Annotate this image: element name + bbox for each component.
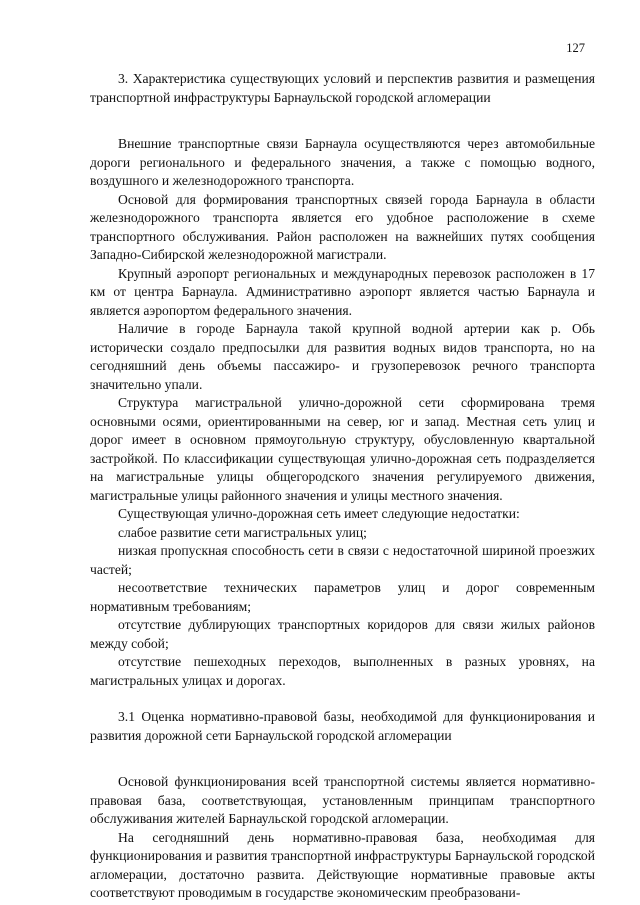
paragraph: Основой функционирования всей транспортной системы является нормативно-правовая база, соответствующая, установленным принципам транспортного обслуживания жителей Барнаульской городской агломерации. <box>90 774 595 826</box>
page-number: 127 <box>566 41 585 55</box>
paragraph: Наличие в городе Барнаула такой крупной водной артерии как р. Обь исторически создало предпосылки для развития водных видов транспорта, но на сегодняшний день объемы пассажиро- и грузоперевозок речного транспорта значительно упали. <box>90 321 595 392</box>
spacer <box>90 107 595 135</box>
document-body <box>90 70 595 903</box>
paragraph: Основой для формирования транспортных связей города Барнаула в области железнодорожного транспорта является его удобное расположение в схеме транспортного обслуживания. Район расположен на важнейших путях сообщения Западно-Сибирской железнодорожной магистрали. <box>90 191 595 262</box>
section-heading-3-1: 3.1 Оценка нормативно-правовой базы, необходимой для функционирования и развития дорожной сети Барнаульской городской агломерации <box>90 709 595 743</box>
paragraph: На сегодняшний день нормативно-правовая база, необходимая для функционирования и развития транспортной инфраструктуры Барнаульской городской агломерации, достаточно развита. Действующие нормативные правовые акты соответствуют проводимым в государстве экономическим преобразовани- <box>90 829 595 900</box>
paragraph: Крупный аэропорт региональных и международных перевозок расположен в 17 км от центра Барнаула. Административно аэропорт является частью Барнаула и является аэропортом федерального значения. <box>90 265 595 318</box>
paragraph: Структура магистральной улично-дорожной сети сформирована тремя основными осями, ориентированными на север, юг и запад. Местная сеть улиц и дорог имеет в основном прямоугольную структуру, обусловленную квартальной застройкой. По классификации существующая улично-дорожная сеть подразделяется на магистральные улицы общегородского значения регулируемого движения, магистральные улицы районного значения и улицы местного значения. <box>90 395 595 503</box>
list-item: несоответствие технических параметров улиц и дорог современным нормативным требованиям; <box>90 580 595 614</box>
section-heading-3: 3. Характеристика существующих условий и перспектив развития и размещения транспортной инфраструктуры Барнаульской городской агломерации <box>90 71 595 105</box>
list-item: отсутствие дублирующих транспортных коридоров для связи жилых районов между собой; <box>90 617 595 651</box>
list-item: отсутствие пешеходных переходов, выполненных в разных уровнях, на магистральных улицах и дорогах. <box>90 654 595 688</box>
paragraph: Существующая улично-дорожная сеть имеет следующие недостатки: <box>118 506 520 521</box>
list-item: низкая пропускная способность сети в связи с недостаточной шириной проезжих частей; <box>90 543 595 577</box>
spacer <box>90 745 595 773</box>
paragraph: Внешние транспортные связи Барнаула осуществляются через автомобильные дороги регионального и федерального значения, а также с помощью водного, воздушного и железнодорожного транспорта. <box>90 136 595 188</box>
spacer <box>90 690 595 708</box>
list-item: слабое развитие сети магистральных улиц; <box>118 524 367 540</box>
